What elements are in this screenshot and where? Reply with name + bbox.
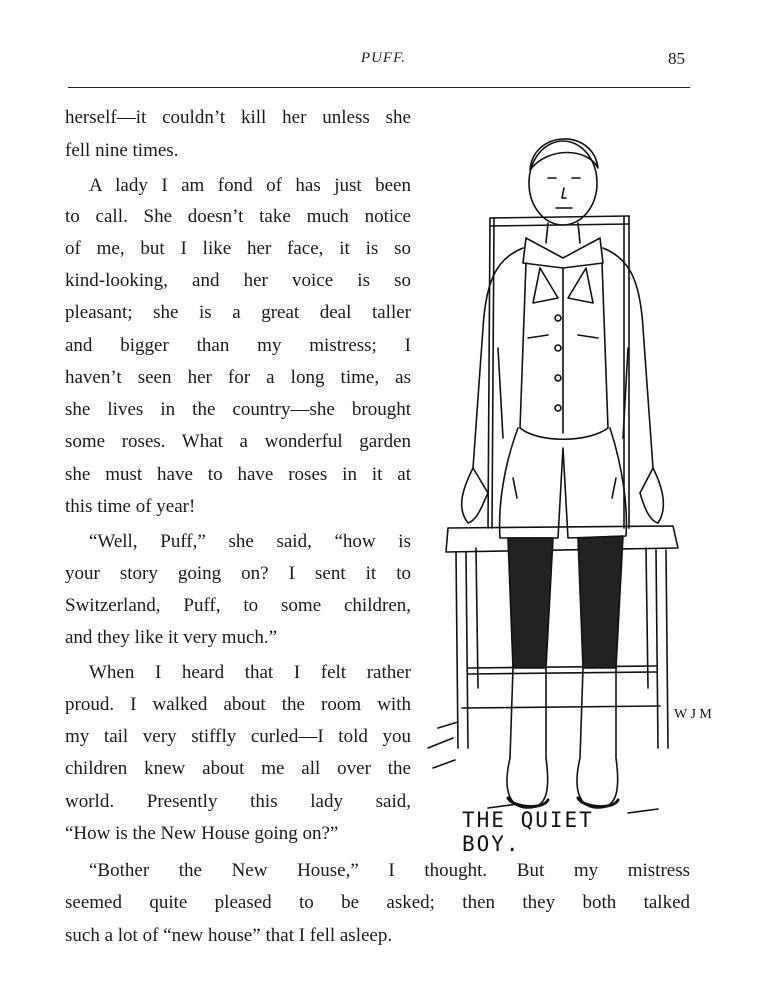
text-line: herself—it couldn’t kill her unless she (65, 107, 411, 128)
text-line: haven’t seen her for a long time, as (65, 367, 411, 388)
text-line: “Bother the New House,” I thought. But my mistress (89, 860, 690, 881)
text-line: my tail very stiffly curled—I told you (65, 726, 411, 747)
text-line: of me, but I like her face, it is so (65, 238, 411, 259)
text-line: and they like it very much.” (65, 627, 278, 648)
text-line: “How is the New House going on?” (65, 823, 339, 844)
text-line: and bigger than my mistress; I (65, 335, 411, 356)
text-line: seemed quite pleased to be asked; then they both talked (65, 892, 690, 913)
text-line: When I heard that I felt rather (89, 662, 411, 683)
text-line: this time of year! (65, 496, 196, 517)
header-rule (68, 87, 690, 88)
text-line: to call. She doesn’t take much notice (65, 206, 411, 227)
running-header-title: PUFF. (360, 50, 407, 66)
text-line: some roses. What a wonderful garden (65, 431, 411, 452)
text-line: world. Presently this lady said, (65, 791, 411, 812)
page-number: 85 (668, 49, 685, 68)
text-line: kind-looking, and her voice is so (65, 270, 411, 291)
text-line: A lady I am fond of has just been (89, 175, 411, 196)
text-line: she must have to have roses in it at (65, 464, 411, 485)
text-line: pleasant; she is a great deal taller (65, 302, 411, 323)
text-line: proud. I walked about the room with (65, 694, 411, 715)
text-line: Switzerland, Puff, to some children, (65, 595, 411, 616)
text-line: she lives in the country—she brought (65, 399, 411, 420)
quiet-boy-illustration (428, 108, 712, 853)
illustration-caption: THE QUIET BOY. (462, 808, 594, 856)
text-line: fell nine times. (65, 140, 179, 161)
text-line: “Well, Puff,” she said, “how is (89, 531, 411, 552)
text-line: such a lot of “new house” that I fell asleep. (65, 925, 393, 946)
text-line: your story going on? I sent it to (65, 563, 411, 584)
text-line: children knew about me all over the (65, 758, 411, 779)
artist-monogram: W J M (674, 707, 712, 722)
